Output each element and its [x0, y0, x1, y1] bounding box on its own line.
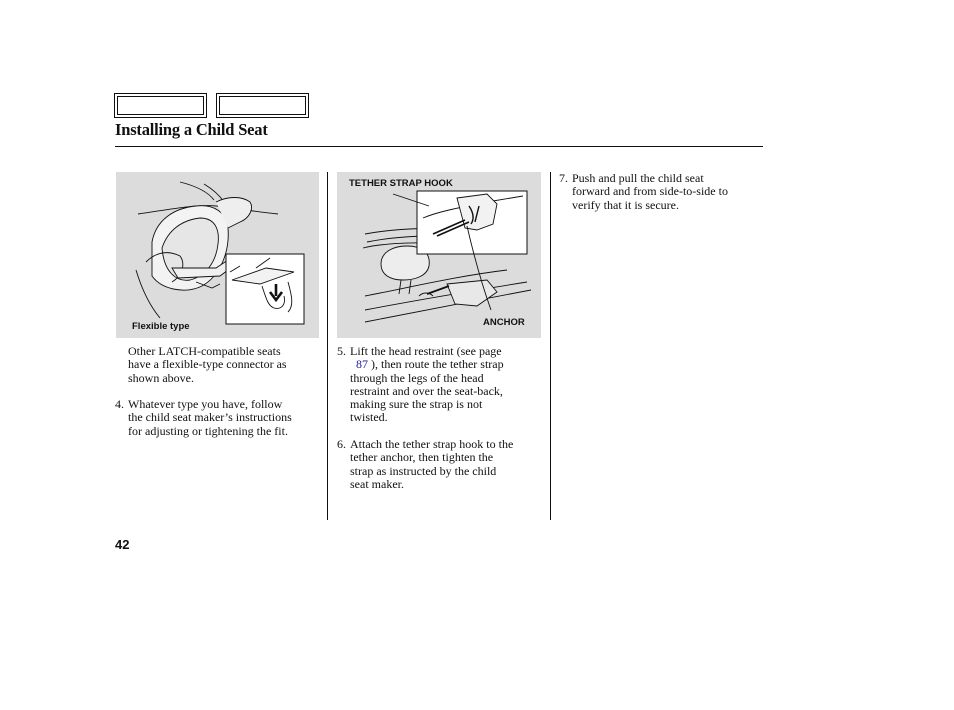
column-divider-2: [550, 172, 551, 520]
step-number: 5.: [337, 344, 346, 358]
step-body: [572, 172, 728, 212]
page-title: Installing a Child Seat: [115, 120, 268, 139]
step-line: strap as instructed by the child: [350, 463, 497, 478]
step-line: restraint and over the seat-back,: [350, 383, 503, 398]
figure-tether-strap-hook: [337, 172, 541, 338]
step-line: verify that it is secure.: [572, 197, 679, 212]
column-divider-1: [327, 172, 328, 520]
figure-label-tether-strap-hook: TETHER STRAP HOOK: [349, 178, 453, 189]
page-number: 42: [115, 537, 130, 552]
page-reference-link[interactable]: 87: [356, 357, 368, 372]
step-line: through the legs of the head: [350, 370, 484, 385]
intro-paragraph: [128, 345, 287, 385]
step-body: [350, 438, 513, 491]
nav-button-main[interactable]: [216, 93, 309, 118]
intro-line: have a flexible-type connector as: [128, 357, 287, 372]
step-line: Lift the head restraint (see page: [350, 344, 502, 358]
child-seat-illustration: [116, 172, 319, 338]
step-line: Attach the tether strap hook to the: [350, 437, 514, 451]
step-line-rest: ), then route the tether strap: [368, 357, 504, 372]
intro-line: Other LATCH-compatible seats: [128, 344, 281, 358]
nav-button-main-frame: [219, 96, 306, 115]
nav-button-back-frame: [117, 96, 204, 115]
step-body: [350, 345, 504, 425]
step-line: for adjusting or tightening the fit.: [128, 423, 288, 438]
step-line: making sure the strap is not: [350, 397, 483, 412]
figure-flexible-connector: [116, 172, 319, 338]
step-line-with-ref: [350, 358, 504, 371]
step-line: the child seat maker’s instructions: [128, 410, 292, 425]
intro-line: shown above.: [128, 370, 194, 385]
tether-anchor-illustration: [337, 172, 541, 338]
step-line: Whatever type you have, follow: [128, 397, 283, 411]
step-line: Push and pull the child seat: [572, 171, 704, 185]
step-number: 6.: [337, 437, 346, 451]
step-line: forward and from side-to-side to: [572, 184, 728, 199]
step-number: 4.: [115, 397, 124, 411]
step-number: 7.: [559, 171, 568, 185]
title-rule: [115, 146, 763, 147]
figure-caption-flexible-type: Flexible type: [132, 321, 190, 332]
nav-button-back[interactable]: [114, 93, 207, 118]
step-body: [128, 398, 292, 438]
step-line: seat maker.: [350, 476, 404, 491]
figure-label-anchor: ANCHOR: [483, 317, 525, 328]
step-line: tether anchor, then tighten the: [350, 450, 494, 465]
step-line: twisted.: [350, 410, 388, 425]
